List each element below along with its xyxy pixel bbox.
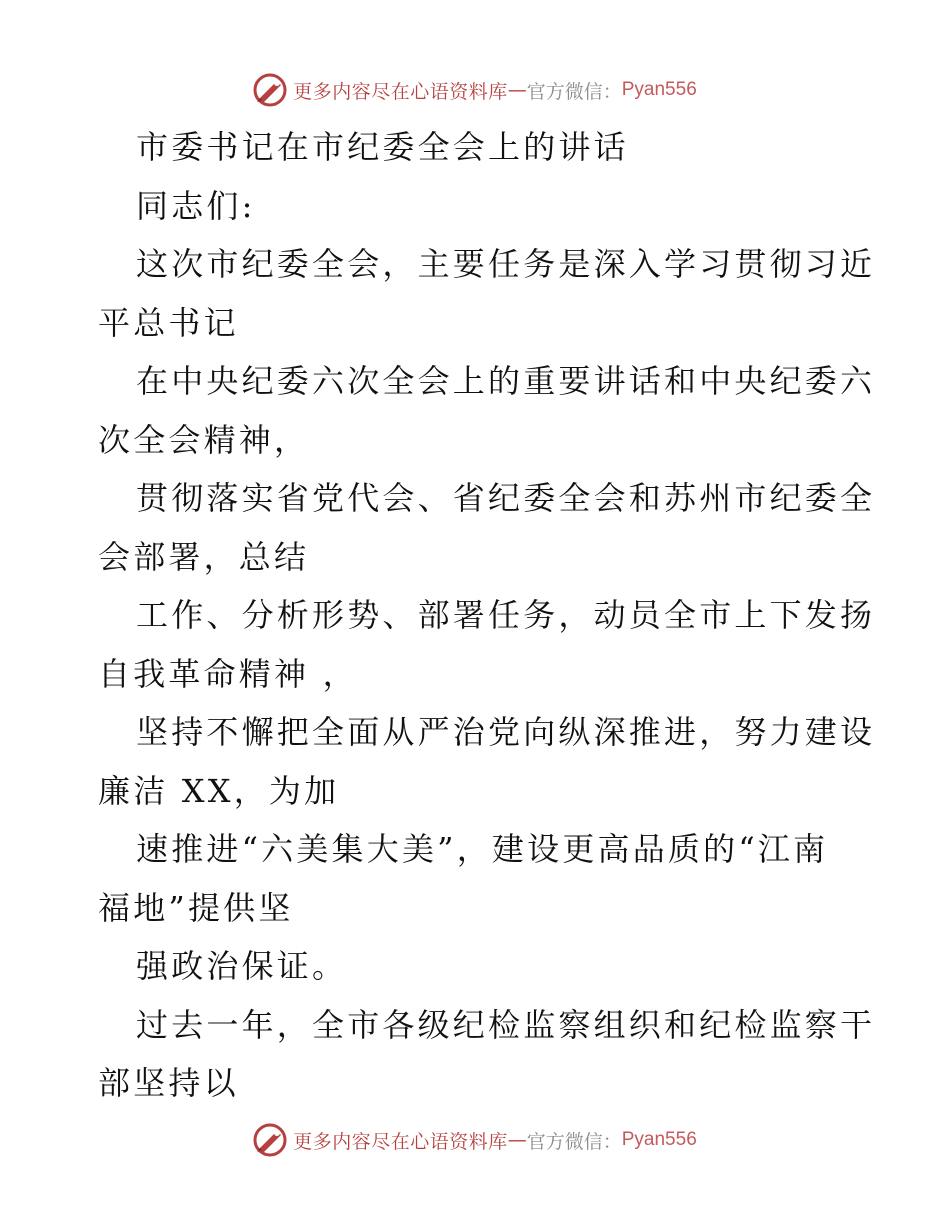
text-line: 同志们: <box>136 186 256 225</box>
text-line: 部坚持以 <box>98 1064 239 1102</box>
text-line: 自我革命精神 ， <box>98 654 358 693</box>
watermark-id: Pyan556 <box>621 1129 697 1150</box>
document-body <box>98 118 876 1113</box>
text-line: 这次市纪委全会，主要任务是深入学习贯彻习近 <box>136 245 876 283</box>
text-line: 坚持不懈把全面从严治党向纵深推进，努力建设 <box>136 713 876 751</box>
watermark-text: 更多内容尽在心语资料库 <box>293 80 508 103</box>
watermark-id: Pyan556 <box>621 79 697 100</box>
watermark-separator: — <box>507 79 527 101</box>
watermark-label: 官方微信： <box>526 1130 622 1153</box>
text-line: 速推进“六美集大美”，建设更高品质的“江南 <box>136 830 829 868</box>
watermark-header <box>0 72 950 108</box>
text-line: 过去一年，全市各级纪检监察组织和纪检监察干 <box>136 1005 876 1044</box>
text-line: 福地”提供坚 <box>98 888 294 927</box>
watermark-separator: — <box>507 1129 527 1151</box>
text-line: 会部署，总结 <box>98 537 310 576</box>
watermark-text: 更多内容尽在心语资料库 <box>293 1130 508 1153</box>
text-line: 次全会精神， <box>98 420 310 459</box>
text-line: 市委书记在市纪委全会上的讲话 <box>136 128 629 166</box>
text-line: 工作、分析形势、部署任务，动员全市上下发扬 <box>136 596 876 634</box>
text-line: 贯彻落实省党代会、省纪委全会和苏州市纪委全 <box>136 479 876 517</box>
brand-logo-icon <box>253 73 287 107</box>
watermark-label: 官方微信： <box>526 80 622 103</box>
text-line: 在中央纪委六次全会上的重要讲话和中央纪委六 <box>136 362 876 400</box>
watermark-footer <box>0 1122 950 1158</box>
text-line: 廉洁 XX，为加 <box>98 771 340 810</box>
brand-logo-icon <box>253 1123 287 1157</box>
text-line: 强政治保证。 <box>136 947 348 985</box>
text-line: 平总书记 <box>98 303 239 342</box>
